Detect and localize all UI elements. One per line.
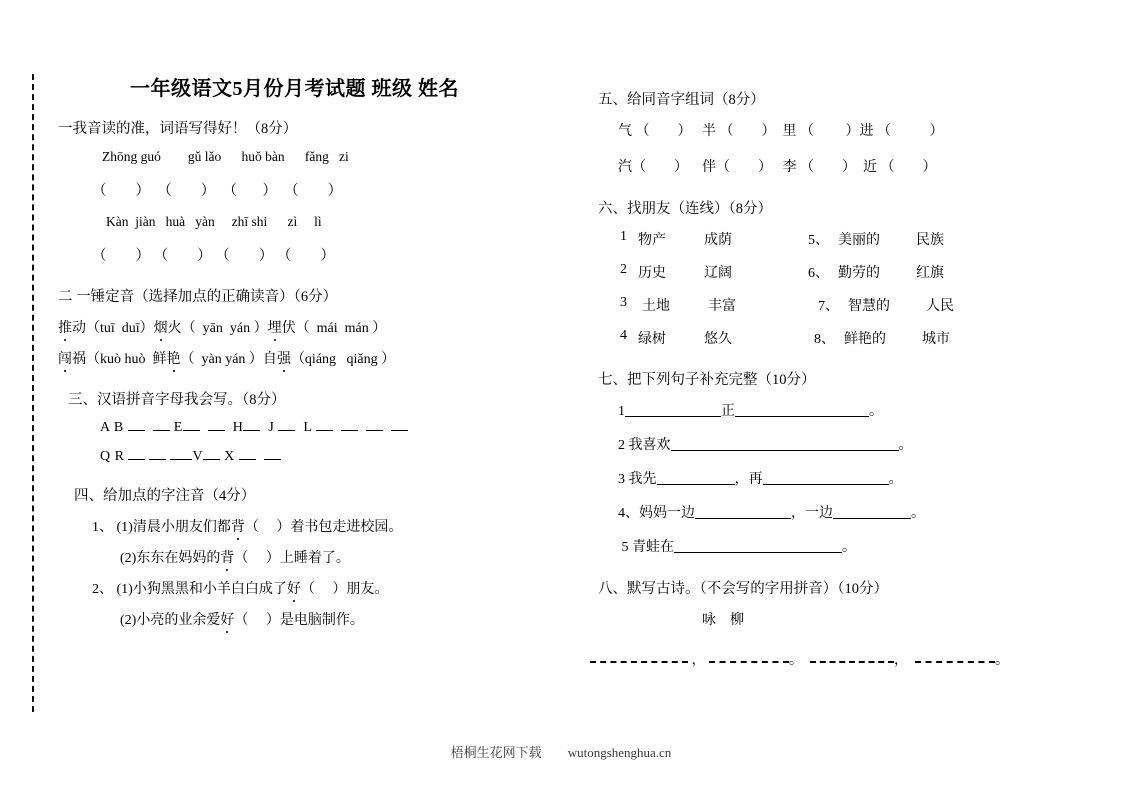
poem-title: 咏 柳	[702, 613, 744, 628]
poem-punct: 。	[789, 653, 803, 668]
item-number: 1、	[92, 520, 113, 535]
match-number: 7、	[818, 299, 839, 314]
alpha-blank[interactable]	[203, 459, 220, 460]
alpha-b: B	[113, 420, 124, 435]
match-right-word[interactable]: 成荫	[704, 233, 732, 248]
match-right-word[interactable]: 辽阔	[704, 266, 732, 281]
section-7-item[interactable]	[618, 434, 1068, 454]
section-2-row-2-b: （ yàn yán ）自	[180, 352, 277, 367]
dot-char-yan2: 艳	[167, 348, 181, 368]
section-5-row-1[interactable]: 气 （ ） 半 （ ） 里 （ ）进 （ ）	[618, 124, 944, 139]
alpha-v: V	[192, 449, 204, 464]
alpha-blank[interactable]	[239, 459, 256, 460]
alpha-blank[interactable]	[208, 430, 225, 431]
match-number: 3	[620, 295, 627, 310]
section-4-item[interactable]	[120, 609, 578, 629]
item-end: 。	[898, 438, 913, 453]
section-4-item[interactable]	[92, 578, 578, 598]
section-2-row-2-c: （qiáng qiǎng ）	[290, 352, 396, 367]
match-row[interactable]	[620, 328, 1068, 348]
fill-blank[interactable]	[763, 470, 889, 485]
item-post: （ ）是电脑制作。	[234, 613, 364, 628]
item-number: 3 我先	[618, 472, 657, 487]
section-2-row-1-c: 伏（ mái mán ）	[281, 321, 387, 336]
fill-blank[interactable]	[674, 538, 842, 553]
binding-cut-line	[32, 74, 34, 712]
alpha-q: Q	[100, 449, 111, 464]
item-sub: (2)	[120, 551, 137, 566]
poem-punct: ，	[894, 653, 908, 668]
item-sub: (1)	[116, 582, 133, 597]
section-1-pinyin-row-2: Kàn jiàn huà yàn zhī shi zì lì	[106, 214, 322, 229]
dot-char-bei: 背	[231, 516, 245, 536]
match-number: 6、	[808, 266, 829, 281]
dot-char-yan: 烟	[154, 317, 168, 337]
fill-blank[interactable]	[671, 436, 899, 451]
footer-site: wutongshenghua.cn	[567, 745, 672, 760]
alpha-blank[interactable]	[278, 430, 295, 431]
item-post: （ ）着书包走进校园。	[244, 520, 403, 535]
item-pre: 清晨小朋友们都	[132, 520, 231, 535]
item-number: 2、	[92, 582, 113, 597]
match-right-word[interactable]: 悠久	[704, 332, 732, 347]
fill-blank[interactable]	[625, 402, 721, 417]
dot-char-qiang: 强	[277, 348, 291, 368]
alpha-l: L	[303, 420, 312, 435]
match-left-word[interactable]: 智慧的	[848, 299, 890, 314]
section-6-heading: 六、找朋友（连线）（8分）	[598, 201, 772, 217]
section-7-item[interactable]	[618, 400, 1068, 420]
dot-char-chuang: 闯	[58, 348, 72, 368]
alpha-blank[interactable]	[264, 459, 281, 460]
alpha-blank[interactable]	[341, 430, 358, 431]
section-2-row-2-a: 祸（kuò huò	[72, 352, 153, 367]
match-number: 4	[620, 328, 627, 343]
match-left-word[interactable]: 勤劳的	[838, 266, 880, 281]
section-3-alphabet-row-2[interactable]	[100, 449, 578, 465]
match-left-word[interactable]: 土地	[642, 299, 670, 314]
match-left-word[interactable]: 历史	[638, 266, 666, 281]
alpha-a: A	[100, 420, 110, 435]
match-right-word[interactable]: 城市	[922, 332, 950, 347]
section-7-heading: 七、把下列句子补充完整（10分）	[598, 372, 816, 388]
dot-char-bei: 背	[220, 547, 234, 567]
alpha-j: J	[268, 420, 275, 435]
match-number: 5、	[808, 233, 829, 248]
section-2-row-1-b: 火（ yān yán ）	[167, 321, 268, 336]
alpha-blank[interactable]	[128, 430, 145, 431]
alpha-blank[interactable]	[183, 430, 200, 431]
section-1-answer-row-2[interactable]: （ ） （ ） （ ） （ ）	[92, 248, 335, 264]
alpha-x: X	[224, 449, 235, 464]
match-right-word[interactable]: 民族	[916, 233, 944, 248]
match-right-word[interactable]: 红旗	[916, 266, 944, 281]
item-post: （ ）上睡着了。	[234, 551, 350, 566]
alpha-blank[interactable]	[153, 430, 170, 431]
poem-blank[interactable]	[915, 651, 995, 664]
alpha-blank[interactable]	[316, 430, 333, 431]
match-row[interactable]	[620, 295, 1068, 315]
item-number: 1	[618, 404, 625, 419]
dot-char-tui: 推	[58, 317, 72, 337]
match-row[interactable]	[620, 229, 1068, 249]
poem-blank[interactable]	[810, 651, 894, 664]
match-number: 8、	[814, 332, 835, 347]
section-1-heading: 一我音读的准，词语写得好！（8分）	[58, 121, 298, 137]
alpha-r: R	[114, 449, 125, 464]
section-2-row-1-a: 动（tuī duī）	[72, 321, 154, 336]
section-4-item[interactable]	[120, 547, 578, 567]
alpha-e: E	[173, 420, 183, 435]
item-number: 5 青蛙在	[618, 540, 674, 555]
fill-blank[interactable]	[695, 504, 791, 519]
section-7-item[interactable]	[618, 502, 1068, 522]
section-4-heading: 四、给加点的字注音（4分）	[74, 488, 256, 504]
match-right-word[interactable]: 丰富	[708, 299, 736, 314]
fill-blank[interactable]	[657, 470, 735, 485]
section-2-row-2[interactable]	[58, 348, 578, 368]
alpha-h: H	[232, 420, 244, 435]
item-pre: 东东在妈妈的	[136, 551, 221, 566]
item-pre: 小狗黑黑和小羊白白成了	[132, 582, 287, 597]
item-end: 。	[911, 506, 925, 521]
footer-label: 梧桐生花网下载	[450, 745, 542, 760]
item-number: 2 我喜欢	[618, 438, 671, 453]
alpha-blank[interactable]	[366, 430, 383, 431]
poem-blank[interactable]	[590, 651, 688, 664]
dot-char-hao: 好	[220, 609, 234, 629]
fill-blank[interactable]	[735, 402, 869, 417]
item-pre: 小亮的业余爱	[136, 613, 221, 628]
section-5-row-2[interactable]: 汽（ ） 伴（ ） 李 （ ） 近 （ ）	[618, 160, 937, 175]
item-sub: (2)	[120, 613, 137, 628]
section-8-heading: 八、默写古诗。（不会写的字用拼音）（10分）	[598, 581, 888, 597]
match-number: 1	[620, 229, 627, 244]
left-column	[58, 72, 578, 640]
section-3-alphabet-row-1[interactable]	[100, 420, 578, 436]
item-mid: ，一边	[791, 506, 833, 521]
dot-char-mai: 埋	[268, 317, 282, 337]
item-end: 。	[888, 472, 903, 487]
alpha-blank[interactable]	[128, 459, 145, 460]
item-end: 。	[842, 540, 856, 555]
right-column	[598, 72, 1068, 680]
section-7-item[interactable]	[618, 468, 1068, 488]
match-left-word[interactable]: 鲜艳的	[844, 332, 886, 347]
item-mid: ，再	[734, 472, 763, 487]
footer	[0, 742, 1122, 761]
match-left-word[interactable]: 物产	[638, 233, 666, 248]
item-end: 。	[869, 404, 883, 419]
section-2-row-2-xian: 鲜	[152, 352, 167, 367]
fill-blank[interactable]	[833, 504, 911, 519]
page-title: 一年级语文5月份月考试题 班级 姓名	[130, 78, 459, 100]
alpha-blank[interactable]	[170, 459, 192, 460]
match-number: 2	[620, 262, 627, 277]
section-5-heading: 五、给同音字组词（8分）	[598, 92, 765, 108]
poem-punct: ，	[691, 653, 706, 668]
poem-blank[interactable]	[709, 651, 789, 664]
dot-char-hao: 好	[287, 578, 301, 598]
item-mid: 正	[721, 404, 735, 419]
section-1-answer-row-1[interactable]: （ ） （ ） （ ） （ ）	[92, 183, 343, 199]
section-2-heading: 二 一锤定音（选择加点的正确读音）（6分）	[58, 289, 338, 305]
alpha-blank[interactable]	[243, 430, 260, 431]
item-post: （ ）朋友。	[300, 582, 389, 597]
poem-punct: 。	[995, 653, 1009, 668]
section-1-pinyin-row-1: Zhōng guó gǔ lǎo huǒ bàn fǎng zi	[102, 149, 349, 164]
match-left-word[interactable]: 美丽的	[838, 233, 880, 248]
poem-answer-row[interactable]	[590, 649, 1068, 669]
section-7-item[interactable]	[618, 536, 1068, 556]
alpha-blank[interactable]	[391, 430, 408, 431]
item-number: 4、妈妈一边	[618, 506, 695, 521]
alpha-blank[interactable]	[149, 459, 166, 460]
item-sub: (1)	[116, 520, 133, 535]
section-4-item[interactable]	[92, 516, 578, 536]
section-2-row-1[interactable]	[58, 317, 578, 337]
match-right-word[interactable]: 人民	[926, 299, 954, 314]
match-left-word[interactable]: 绿树	[638, 332, 666, 347]
match-row[interactable]	[620, 262, 1068, 282]
section-3-heading: 三、汉语拼音字母我会写。（8分）	[68, 392, 286, 408]
